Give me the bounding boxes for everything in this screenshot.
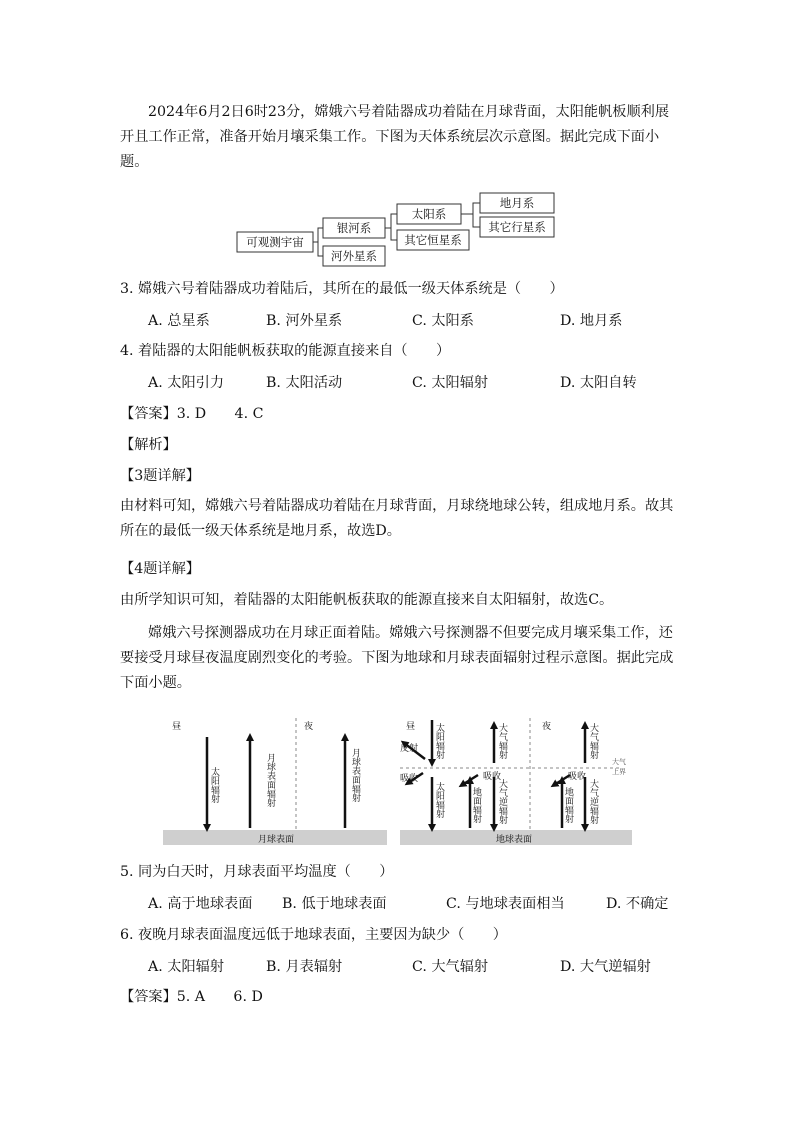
earth-atmospheric-radiation-night-label: 大气辐射 [588, 723, 598, 759]
answer-1: 【答案】3. D 4. C [120, 406, 264, 422]
atmosphere-top-label-1: 大气 [612, 758, 626, 766]
moon-night-label: 夜 [304, 722, 314, 732]
q4-detail-text: 由所学知识可知，着陆器的太阳能帆板获取的能源直接来自太阳辐射，故选C。 [120, 592, 614, 608]
q5-option-d: D. 不确定 [606, 896, 669, 912]
q4-detail-label: 【4题详解】 [120, 561, 200, 577]
node-observable-universe: 可观测宇宙 [246, 235, 304, 249]
earth-ground-radiation-night-label: 地面辐射 [563, 787, 573, 823]
intro-paragraph-1: 2024年6月2日6时23分，嫦娥六号着陆器成功着陆在月球背面，太阳能帆板顺利展开且工作正常，准备开始月壤采集工作。下图为天体系统层次示意图。据此完成下面小题。 [120, 104, 670, 170]
moon-surface-radiation-night-label: 月球表面辐射 [350, 748, 360, 802]
radiation-diagram [160, 715, 640, 850]
question-5-options [148, 893, 688, 913]
question-3-options [148, 310, 688, 330]
earth-absorb-label-3: 吸收 [568, 772, 587, 782]
node-milky-way: 银河系 [336, 221, 372, 235]
earth-counter-radiation-night-label: 大气逆辐射 [588, 779, 598, 824]
q4-option-b: B. 太阳活动 [266, 375, 343, 391]
node-solar-system: 太阳系 [411, 207, 447, 221]
earth-day-label: 昼 [406, 722, 416, 732]
q3-option-c: C. 太阳系 [412, 313, 474, 329]
q6-option-d: D. 大气逆辐射 [560, 959, 651, 975]
earth-night-label: 夜 [542, 722, 552, 732]
q3-option-d: D. 地月系 [560, 313, 623, 329]
question-5-stem: 5. 同为白天时，月球表面平均温度（ ） [120, 864, 394, 880]
question-6-stem: 6. 夜晚月球表面温度远低于地球表面，主要因为缺少（ ） [120, 927, 507, 943]
earth-reflect-label: 反射 [400, 744, 419, 754]
earth-ground-radiation-label: 地面辐射 [471, 787, 481, 823]
question-4-stem: 4. 着陆器的太阳能帆板获取的能源直接来自（ ） [120, 343, 451, 359]
earth-solar-radiation-lower-label: 太阳辐射 [434, 782, 444, 818]
q5-option-c: C. 与地球表面相当 [446, 896, 565, 912]
earth-ground-label: 地球表面 [496, 835, 533, 845]
q5-option-a: A. 高于地球表面 [148, 896, 253, 912]
question-6-options [148, 956, 688, 976]
q3-detail-text: 由材料可知，嫦娥六号着陆器成功着陆在月球背面，月球绕地球公转，组成地月系。故其所在的最低一级天体系统是地月系，故选D。 [120, 498, 674, 539]
moon-solar-radiation-label: 太阳辐射 [209, 767, 219, 803]
question-3-stem: 3. 嫦娥六号着陆器成功着陆后，其所在的最低一级天体系统是（ ） [120, 281, 564, 297]
q3-detail-label: 【3题详解】 [120, 468, 200, 484]
earth-absorb-label-1: 吸收 [400, 774, 419, 784]
q5-option-b: B. 低于地球表面 [282, 896, 387, 912]
earth-atmospheric-radiation-label: 大气辐射 [497, 723, 507, 759]
q6-option-a: A. 太阳辐射 [148, 959, 225, 975]
q3-option-b: B. 河外星系 [266, 313, 343, 329]
q4-option-c: C. 太阳辐射 [412, 375, 489, 391]
earth-solar-radiation-label: 太阳辐射 [434, 723, 444, 759]
q4-option-a: A. 太阳引力 [148, 375, 225, 391]
moon-surface-ground-label: 月球表面 [258, 835, 295, 845]
question-4-options [148, 372, 688, 392]
node-other-star-systems: 其它恒星系 [404, 233, 462, 247]
moon-surface-radiation-label: 月球表面辐射 [265, 753, 275, 807]
q3-option-a: A. 总星系 [148, 313, 210, 329]
atmosphere-top-label-2: 上界 [612, 768, 626, 776]
node-earth-moon-system: 地月系 [499, 196, 535, 210]
answer-2: 【答案】5. A 6. D [120, 989, 263, 1005]
moon-day-label: 昼 [172, 722, 182, 732]
celestial-hierarchy-diagram [230, 190, 570, 270]
q4-option-d: D. 太阳自转 [560, 375, 637, 391]
q6-option-b: B. 月表辐射 [266, 959, 343, 975]
node-other-planet-systems: 其它行星系 [488, 220, 546, 234]
analysis-label: 【解析】 [120, 437, 177, 453]
node-extragalactic: 河外星系 [331, 249, 377, 263]
earth-counter-radiation-label: 大气逆辐射 [497, 779, 507, 824]
q6-option-c: C. 大气辐射 [412, 959, 489, 975]
intro-paragraph-2: 嫦娥六号探测器成功在月球正面着陆。嫦娥六号探测器不但要完成月壤采集工作，还要接受月球昼夜温度剧烈变化的考验。下图为地球和月球表面辐射过程示意图。据此完成下面小题。 [120, 625, 674, 691]
earth-absorb-label-2: 吸收 [483, 772, 502, 782]
